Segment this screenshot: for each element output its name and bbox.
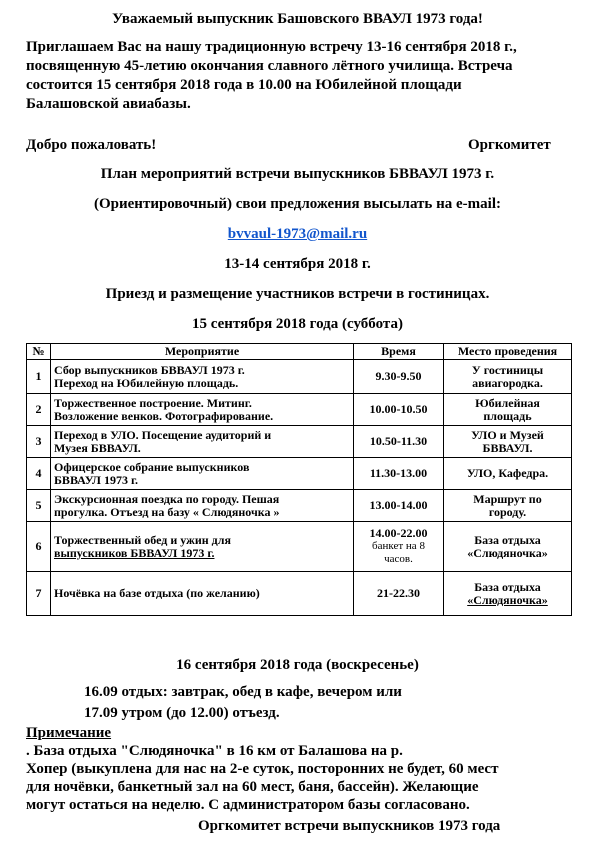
row-num: 3	[27, 426, 51, 458]
table-header-row	[27, 344, 572, 360]
intro-line: Приглашаем Вас на нашу традиционную встречу 13-16 сентября 2018 г.,	[26, 39, 517, 55]
note-line: Хопер (выкуплена для нас на 2-е суток, посторонних не будет, 60 мест	[26, 761, 499, 777]
table-row	[27, 572, 572, 616]
note-first-line-rest: . База отдыха "Слюдяночка" в 16 км от Балашова на р.	[26, 743, 403, 759]
note-first-line	[26, 724, 571, 760]
orgcommittee-text: Оргкомитет	[468, 137, 551, 153]
header-num: №	[27, 344, 51, 360]
row-time: 10.50-11.30	[354, 426, 444, 458]
row-num: 1	[27, 360, 51, 394]
day15-heading: 15 сентября 2018 года (суббота)	[192, 316, 403, 332]
row-event: Ночёвка на базе отдыха (по желанию)	[51, 572, 354, 616]
row-place: Маршрут по городу.	[444, 490, 572, 522]
table-row	[27, 458, 572, 490]
row-place: База отдыха «Слюдяночка»	[444, 572, 572, 616]
table-row	[27, 394, 572, 426]
plan-title: План мероприятий встречи выпускников БВВАУЛ 1973 г.	[100, 166, 495, 182]
note-line: могут остаться на неделю. С администратором базы согласовано.	[26, 797, 470, 813]
note-paragraph	[26, 724, 571, 814]
welcome-text: Добро пожаловать!	[26, 137, 157, 153]
table-row	[27, 360, 572, 394]
arrival-text: Приезд и размещение участников встречи в гостиницах.	[105, 286, 490, 302]
invitation-paragraph	[26, 38, 571, 114]
row-time: 21-22.30	[354, 572, 444, 616]
day16-line2: 17.09 утром (до 12.00) отъезд.	[84, 705, 280, 721]
header-place: Место проведения	[444, 344, 572, 360]
note-label: Примечание	[26, 725, 112, 741]
greeting-heading: Уважаемый выпускник Башовского ВВАУЛ 1973 года!	[112, 11, 483, 27]
row-event: Торжественное построение. Митинг. Возложение венков. Фотографирование.	[51, 394, 354, 426]
row-num: 7	[27, 572, 51, 616]
row-event: Переход в УЛО. Посещение аудиторий и Музея БВВАУЛ.	[51, 426, 354, 458]
plan-subtitle: (Ориентировочный) свои предложения высылать на e-mail:	[94, 196, 501, 212]
row-num: 4	[27, 458, 51, 490]
row-num: 6	[27, 522, 51, 572]
row-time: 10.00-10.50	[354, 394, 444, 426]
row-place: У гостиницы авиагородка.	[444, 360, 572, 394]
row-place: УЛО, Кафедра.	[444, 458, 572, 490]
intro-line: посвященную 45-летию окончания славного лётного училища. Встреча	[26, 58, 513, 74]
email-line	[0, 225, 595, 243]
dates-13-14: 13-14 сентября 2018 г.	[224, 256, 371, 272]
row-place: Юбилейная площадь	[444, 394, 572, 426]
day16-line1: 16.09 отдых: завтрак, обед в кафе, вечером или	[84, 684, 402, 700]
table-row	[27, 490, 572, 522]
table-row	[27, 522, 572, 572]
banquet-note: банкет на 8 часов.	[372, 540, 425, 565]
signature-text: Оргкомитет встречи выпускников 1973 года	[198, 818, 501, 834]
row-event: Офицерское собрание выпускников БВВАУЛ 1973 г.	[51, 458, 354, 490]
row-event: Сбор выпускников БВВАУЛ 1973 г. Переход на Юбилейную площадь.	[51, 360, 354, 394]
row-time: 11.30-13.00	[354, 458, 444, 490]
header-event: Мероприятие	[51, 344, 354, 360]
row-place: УЛО и Музей БВВАУЛ.	[444, 426, 572, 458]
schedule-table	[26, 343, 572, 616]
note-line: для ночёвки, банкетный зал на 60 мест, баня, бассейн). Желающие	[26, 779, 479, 795]
row-time: 13.00-14.00	[354, 490, 444, 522]
table-row	[27, 426, 572, 458]
email-link[interactable]: bvvaul-1973@mail.ru	[227, 226, 368, 242]
row-time: 9.30-9.50	[354, 360, 444, 394]
row-place: База отдыха «Слюдяночка»	[444, 522, 572, 572]
row-num: 5	[27, 490, 51, 522]
row-event: Экскурсионная поездка по городу. Пешая прогулка. Отъезд на базу « Слюдяночка »	[51, 490, 354, 522]
intro-line: состоится 15 сентября 2018 года в 10.00 на Юбилейной площади	[26, 77, 462, 93]
row-event: Торжественный обед и ужин для выпускников БВВАУЛ 1973 г.	[51, 522, 354, 572]
day16-heading: 16 сентября 2018 года (воскресенье)	[176, 657, 419, 673]
row-num: 2	[27, 394, 51, 426]
header-time: Время	[354, 344, 444, 360]
intro-line: Балашовской авиабазы.	[26, 96, 191, 112]
row-time: 14.00-22.00 банкет на 8 часов.	[354, 522, 444, 572]
